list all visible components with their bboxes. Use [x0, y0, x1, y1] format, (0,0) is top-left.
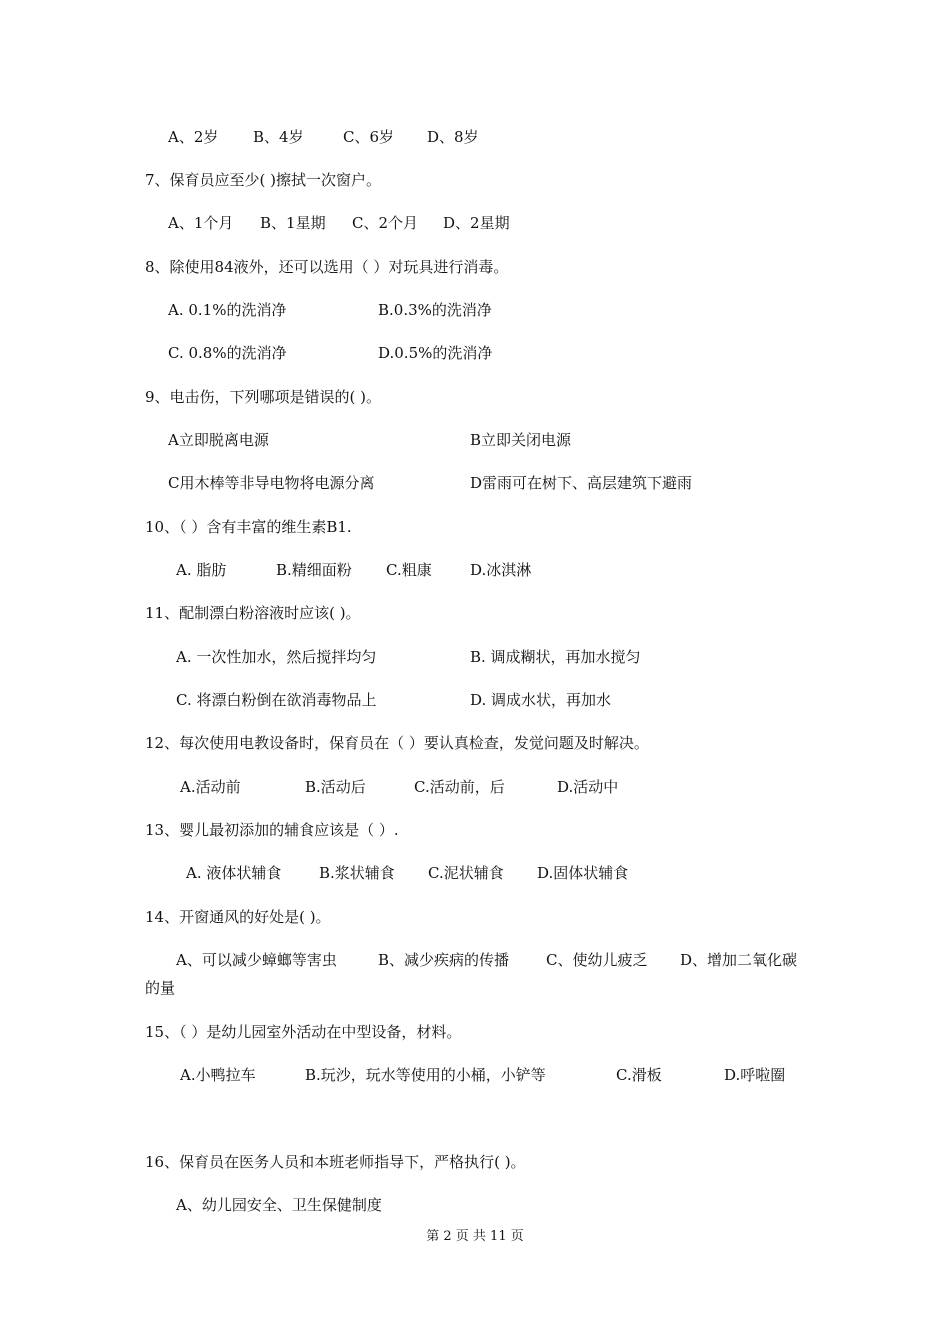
q12-option-b: B.活动后 — [305, 778, 366, 796]
q13-option-c: C.泥状辅食 — [428, 864, 504, 882]
q11-option-c: C. 将漂白粉倒在欲消毒物品上 — [176, 691, 377, 709]
q12-stem: 12、每次使用电教设备时，保育员在（ ）要认真检查，发觉问题及时解决。 — [145, 734, 649, 752]
q10-option-c: C.粗康 — [386, 561, 432, 579]
q9-option-a: A立即脱离电源 — [168, 431, 269, 449]
q7-stem: 7、保育员应至少( )擦拭一次窗户。 — [145, 171, 382, 189]
q14-stem: 14、开窗通风的好处是( )。 — [145, 908, 331, 926]
q15-option-c: C.滑板 — [616, 1066, 662, 1084]
q9-stem: 9、电击伤，下列哪项是错误的( )。 — [145, 388, 382, 406]
q10-option-a: A. 脂肪 — [176, 561, 227, 579]
q13-option-a: A. 液体状辅食 — [186, 864, 282, 882]
q13-option-d: D.固体状辅食 — [537, 864, 629, 882]
q14-option-d: D、增加二氧化碳 — [680, 951, 798, 969]
q13-option-b: B.浆状辅食 — [319, 864, 395, 882]
q12-option-d: D.活动中 — [557, 778, 619, 796]
q6-option-d: D、8岁 — [427, 128, 479, 146]
q10-option-d: D.冰淇淋 — [470, 561, 532, 579]
q11-option-a: A. 一次性加水，然后搅拌均匀 — [176, 648, 377, 666]
q8-stem: 8、除使用84液外，还可以选用（ ）对玩具进行消毒。 — [145, 258, 509, 276]
q16-option-a: A、幼儿园安全、卫生保健制度 — [176, 1196, 382, 1214]
q9-option-c: C用木棒等非导电物将电源分离 — [168, 474, 375, 492]
q10-stem: 10、（ ）含有丰富的维生素B1. — [145, 518, 352, 536]
q8-option-c: C. 0.8%的洗消净 — [168, 344, 287, 362]
q16-stem: 16、保育员在医务人员和本班老师指导下，严格执行( )。 — [145, 1153, 526, 1171]
q15-stem: 15、（ ）是幼儿园室外活动在中型设备，材料。 — [145, 1023, 462, 1041]
q7-option-c: C、2个月 — [352, 214, 419, 232]
page-number: 第 2 页 共 11 页 — [426, 1229, 524, 1244]
q8-option-d: D.0.5%的洗消净 — [378, 344, 493, 362]
q15-option-d: D.呼啦圈 — [724, 1066, 786, 1084]
q7-option-a: A、1个月 — [168, 214, 234, 232]
q12-option-c: C.活动前，后 — [414, 778, 505, 796]
q11-stem: 11、配制漂白粉溶液时应该( )。 — [145, 604, 361, 622]
q7-option-b: B、1星期 — [260, 214, 326, 232]
q14-option-a: A、可以减少蟑螂等害虫 — [176, 951, 337, 969]
q9-option-d: D雷雨可在树下、高层建筑下避雨 — [470, 474, 693, 492]
q13-stem: 13、婴儿最初添加的辅食应该是（ ）. — [145, 821, 399, 839]
q15-option-b: B.玩沙，玩水等使用的小桶，小铲等 — [305, 1066, 546, 1084]
q6-option-b: B、4岁 — [253, 128, 304, 146]
q6-option-a: A、2岁 — [168, 128, 219, 146]
q11-option-b: B. 调成糊状，再加水搅匀 — [470, 648, 641, 666]
q15-option-a: A.小鸭拉车 — [180, 1066, 256, 1084]
q12-option-a: A.活动前 — [180, 778, 241, 796]
q8-option-b: B.0.3%的洗消净 — [378, 301, 492, 319]
q11-option-d: D. 调成水状，再加水 — [470, 691, 612, 709]
q7-option-d: D、2星期 — [443, 214, 510, 232]
q6-option-c: C、6岁 — [343, 128, 395, 146]
q8-option-a: A. 0.1%的洗消净 — [168, 301, 287, 319]
q9-option-b: B立即关闭电源 — [470, 431, 572, 449]
q14-option-b: B、减少疾病的传播 — [378, 951, 510, 969]
q14-option-d-wrap: 的量 — [145, 979, 176, 997]
q14-option-c: C、使幼儿疲乏 — [546, 951, 648, 969]
q10-option-b: B.精细面粉 — [276, 561, 352, 579]
